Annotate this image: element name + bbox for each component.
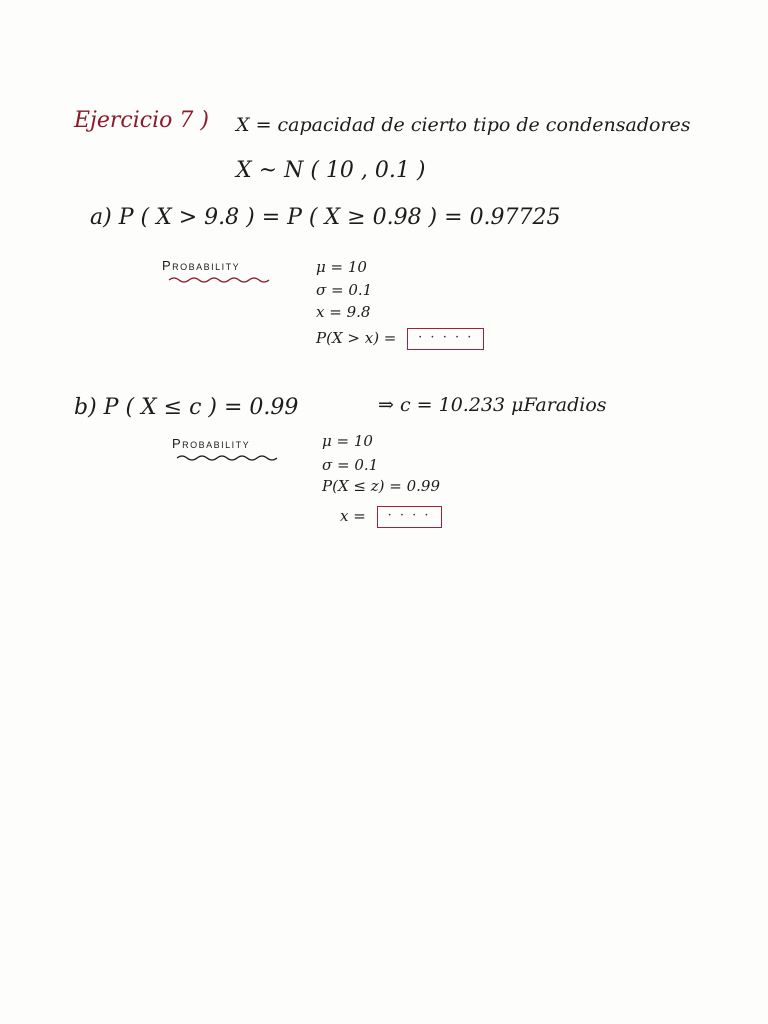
part-b-answer-box: · · · · <box>377 506 442 528</box>
distribution-statement: X ~ N ( 10 , 0.1 ) <box>236 158 426 183</box>
exercise-title: Ejercicio 7 ) <box>74 108 209 133</box>
part-a-query-row <box>316 328 484 350</box>
part-b-equation: b) P ( X ≤ c ) = 0.99 <box>74 395 299 420</box>
part-b-sigma: σ = 0.1 <box>322 456 379 474</box>
part-b-x-label: x = <box>340 507 366 525</box>
part-a-mu: μ = 10 <box>316 258 367 276</box>
part-a-squiggle-underline <box>168 276 270 284</box>
part-a-tool-label: Probability <box>162 258 241 273</box>
part-b-squiggle-underline <box>176 454 278 462</box>
part-a-equation: a) P ( X > 9.8 ) = P ( X ≥ 0.98 ) = 0.97725 <box>90 205 561 230</box>
part-b-result: ⇒ c = 10.233 μFaradios <box>378 394 607 416</box>
part-a-sigma: σ = 0.1 <box>316 281 373 299</box>
part-a-x: x = 9.8 <box>316 303 371 321</box>
part-a-query: P(X > x) = <box>316 329 397 347</box>
part-b-query: P(X ≤ z) = 0.99 <box>322 477 440 495</box>
part-b-x-row <box>340 506 442 528</box>
part-a-answer-box: · · · · · <box>407 328 484 350</box>
part-b-tool-label: Probability <box>172 436 251 451</box>
part-b-mu: μ = 10 <box>322 432 373 450</box>
variable-definition: X = capacidad de cierto tipo de condensadores <box>236 114 691 136</box>
